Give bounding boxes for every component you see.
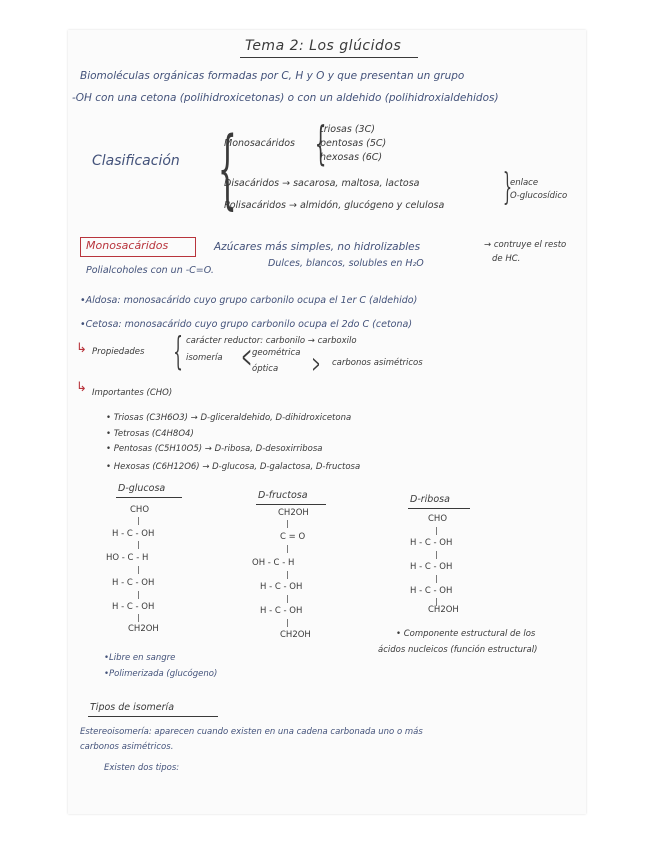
mono-type-pentosas: pentosas (5C) xyxy=(320,138,387,149)
clasificacion-brace: { xyxy=(217,119,237,219)
ribosa-row-5: CH2OH xyxy=(428,605,459,615)
carbonos-asimetricos: carbonos asimétricos xyxy=(332,358,423,368)
fructosa-row-3: OH - C - H xyxy=(252,558,295,568)
fructosa-bond: | xyxy=(286,519,289,528)
polisacaridos-line: Polisacáridos → almidón, glucógeno y celulosa xyxy=(224,200,445,211)
propiedad-caracter-reductor: carácter reductor: carbonilo → carboxilo xyxy=(186,336,357,346)
fructosa-underline xyxy=(256,504,326,505)
monosacaridos-desc-1: Azúcares más simples, no hidrolizables xyxy=(214,241,421,253)
ribosa-row-1: CHO xyxy=(428,514,448,524)
fructosa-bond: | xyxy=(286,544,289,553)
glucosa-bond: | xyxy=(137,590,140,599)
mono-types-brace: { xyxy=(314,116,327,170)
isomeria-geometrica: geométrica xyxy=(252,348,301,358)
ribosa-bond: | xyxy=(435,526,438,535)
clasificacion-label: Clasificación xyxy=(92,153,180,169)
aldosa-line: •Aldosa: monosacárido cuyo grupo carbonilo ocupa el 1er C (aldehido) xyxy=(80,295,418,306)
enlace-label: enlace xyxy=(510,178,539,188)
ribosa-row-2: H - C - OH xyxy=(410,538,453,548)
glucosa-bond: | xyxy=(137,516,140,525)
fructosa-row-5: H - C - OH xyxy=(260,606,303,616)
isomeria-line-3: Existen dos tipos: xyxy=(104,763,180,773)
monosacaridos-note-2: de HC. xyxy=(492,254,521,264)
intro-line-1: Biomoléculas orgánicas formadas por C, H y O y que presentan un grupo xyxy=(80,70,465,82)
monosacaridos-note-1: → contruye el resto xyxy=(484,240,567,250)
glucosa-bond: | xyxy=(137,565,140,574)
glucosa-row-3: HO - C - H xyxy=(106,553,149,563)
fructosa-bond: | xyxy=(286,570,289,579)
isomeria-heading: Tipos de isomería xyxy=(90,702,175,713)
glucosa-row-6: CH2OH xyxy=(128,624,159,634)
fructosa-row-6: CH2OH xyxy=(280,630,311,640)
tetrosas-line: • Tetrosas (C4H8O4) xyxy=(106,429,194,439)
monosacaridos-label: Monosacáridos xyxy=(224,138,295,149)
hexosas-line: • Hexosas (C6H12O6) → D-glucosa, D-galactosa, D-fructosa xyxy=(106,462,361,472)
fructosa-row-4: H - C - OH xyxy=(260,582,303,592)
ribosa-name: D-ribosa xyxy=(410,494,450,505)
monosacaridos-heading: Monosacáridos xyxy=(86,239,169,252)
isomeria-brace: < xyxy=(241,340,252,375)
importantes-arrow-icon: ↳ xyxy=(76,380,87,395)
glucosa-row-2: H - C - OH xyxy=(112,529,155,539)
glucosa-bond: | xyxy=(137,540,140,549)
ribosa-note-1: • Componente estructural de los xyxy=(396,629,536,639)
glucosa-underline xyxy=(116,497,182,498)
propiedades-label: Propiedades xyxy=(92,347,145,357)
importantes-label: Importantes (CHO) xyxy=(92,388,173,398)
disacaridos-line: Disacáridos → sacarosa, maltosa, lactosa xyxy=(224,178,420,189)
intro-line-2: -OH con una cetona (polihidroxicetonas) o con un aldehido (polihidroxialdehidos) xyxy=(72,92,499,104)
glucosa-row-1: CHO xyxy=(130,505,150,515)
glucosa-note-1: •Libre en sangre xyxy=(104,653,176,663)
ribosa-underline xyxy=(408,508,470,509)
triosas-line: • Triosas (C3H6O3) → D-gliceraldehido, D-dihidroxicetona xyxy=(106,413,352,423)
isomeria-line-1: Estereoisomería: aparecen cuando existen en una cadena carbonada uno o más xyxy=(80,727,423,737)
fructosa-name: D-fructosa xyxy=(258,490,308,501)
glucosa-row-5: H - C - OH xyxy=(112,602,155,612)
fructosa-row-2: C = O xyxy=(280,532,306,542)
propiedad-isomeria: isomería xyxy=(186,353,223,363)
ribosa-note-2: ácidos nucleicos (función estructural) xyxy=(378,645,538,655)
optica-brace: > xyxy=(312,350,321,378)
isomeria-line-2: carbonos asimétricos. xyxy=(80,742,174,752)
enlace-type: O-glucosídico xyxy=(510,191,568,201)
isomeria-heading-underline xyxy=(88,716,218,717)
propiedades-arrow-icon: ↳ xyxy=(76,341,87,356)
polialcoholes-line: Polialcoholes con un -C=O. xyxy=(86,265,214,276)
pentosas-line: • Pentosas (C5H10O5) → D-ribosa, D-desoxirribosa xyxy=(106,444,323,454)
fructosa-bond: | xyxy=(286,618,289,627)
ribosa-bond: | xyxy=(435,550,438,559)
fructosa-row-1: CH2OH xyxy=(278,508,309,518)
glucosa-name: D-glucosa xyxy=(118,483,166,494)
cetosa-line: •Cetosa: monosacárido cuyo grupo carbonilo ocupa el 2do C (cetona) xyxy=(80,319,413,330)
ribosa-bond: | xyxy=(435,597,438,606)
ribosa-bond: | xyxy=(435,574,438,583)
title-underline xyxy=(240,57,418,58)
mono-type-hexosas: hexosas (6C) xyxy=(320,152,383,163)
glucosa-bond: | xyxy=(137,613,140,622)
ribosa-row-4: H - C - OH xyxy=(410,586,453,596)
page-title: Tema 2: Los glúcidos xyxy=(245,38,402,54)
glucosa-row-4: H - C - OH xyxy=(112,578,155,588)
mono-type-triosas: triosas (3C) xyxy=(320,124,375,135)
monosacaridos-desc-2: Dulces, blancos, solubles en H₂O xyxy=(268,258,424,269)
isomeria-optica: óptica xyxy=(252,364,279,374)
propiedades-brace: { xyxy=(173,329,183,373)
fructosa-bond: | xyxy=(286,594,289,603)
enlace-brace: } xyxy=(502,167,513,208)
ribosa-row-3: H - C - OH xyxy=(410,562,453,572)
glucosa-note-2: •Polimerizada (glucógeno) xyxy=(104,669,218,679)
